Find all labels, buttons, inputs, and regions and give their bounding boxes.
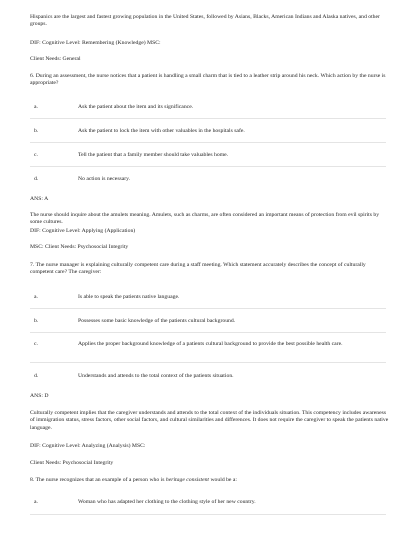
q8-stem	[30, 477, 390, 484]
q6-option-b-text: Ask the patient to lock the item with other valuables in the hospitals safe.	[78, 128, 245, 134]
q6-option-c-text: Tell the patient that a family member should take valuables home.	[78, 152, 229, 158]
q6-option-a-text: Ask the patient about the item and its significance.	[78, 104, 194, 110]
q6-answer: ANS: A	[30, 196, 49, 202]
q7-option-a-text: Is able to speak the patients native language.	[78, 294, 180, 300]
q7-answer: ANS: D	[30, 393, 49, 399]
divider	[30, 332, 386, 333]
divider	[30, 308, 386, 309]
q7-dif: DIF: Cognitive Level: Analyzing (Analysis) MSC:	[30, 443, 146, 449]
divider	[30, 362, 386, 363]
q7-option-b-letter: b.	[34, 318, 39, 324]
q7-client-needs: Client Needs: Psychosocial Integrity	[30, 460, 114, 466]
q6-option-a-letter: a.	[34, 104, 38, 110]
q6-dif: DIF: Cognitive Level: Applying (Application)	[30, 228, 136, 234]
q8-stem-start: 8. The nurse recognizes that an example of a person who is	[30, 477, 166, 483]
q7-option-b-text: Possesses some basic knowledge of the patients cultural background.	[78, 318, 236, 324]
q6-option-b-letter: b.	[34, 128, 39, 134]
q6-msc: MSC: Client Needs: Psychosocial Integrity	[30, 244, 129, 250]
q6-option-d-text: No action is necessary.	[78, 176, 131, 182]
divider	[30, 166, 386, 167]
q8-stem-emphasis: heritage consistent	[165, 477, 210, 483]
q7-option-d-letter: d.	[34, 373, 39, 379]
q7-option-c-text: Applies the proper background knowledge of a patients cultural background to provide the best possible health care.	[78, 341, 343, 347]
q7-rationale: Culturally competent implies that the caregiver understands and attends to the total context of the individuals situation. This competency includes awareness of immigration status, stress factors, other social factors, and cultural similarities and differences. It does not require the caregiver to speak the patients native language.	[30, 410, 389, 431]
divider	[30, 118, 386, 119]
q7-option-a-letter: a.	[34, 294, 38, 300]
q6-option-c-letter: c.	[34, 152, 38, 158]
q8-option-a-text: Woman who has adapted her clothing to the clothing style of her new country.	[78, 499, 256, 505]
q7-option-c-letter: c.	[34, 341, 38, 347]
q6-stem: 6. During an assessment, the nurse notices that a patient is handling a small charm that is tied to a leather strip around his neck. Which action by the nurse is appropriate?	[30, 73, 386, 87]
q7-option-d-text: Understands and attends to the total context of the patients situation.	[78, 373, 234, 379]
intro-paragraph: Hispanics are the largest and fastest growing population in the United States, followed by Asians, Blacks, American Indians and Alaska natives, and other groups.	[30, 14, 380, 28]
divider	[30, 142, 386, 143]
intro-client-needs: Client Needs: General	[30, 56, 81, 62]
q6-option-d-letter: d.	[34, 176, 39, 182]
q8-option-a-letter: a.	[34, 499, 38, 505]
q8-stem-end: would be a:	[209, 477, 237, 483]
intro-dif: DIF: Cognitive Level: Remembering (Knowledge) MSC:	[30, 40, 161, 46]
q6-rationale: The nurse should inquire about the amulets meaning. Amulets, such as charms, are often considered an important means of protection from evil spirits by some cultures.	[30, 212, 380, 226]
divider	[30, 514, 386, 515]
q7-stem: 7. The nurse manager is explaining culturally competent care during a staff meeting. Which statement accurately describes the concept of culturally competent care? The caregiver:	[30, 262, 366, 276]
